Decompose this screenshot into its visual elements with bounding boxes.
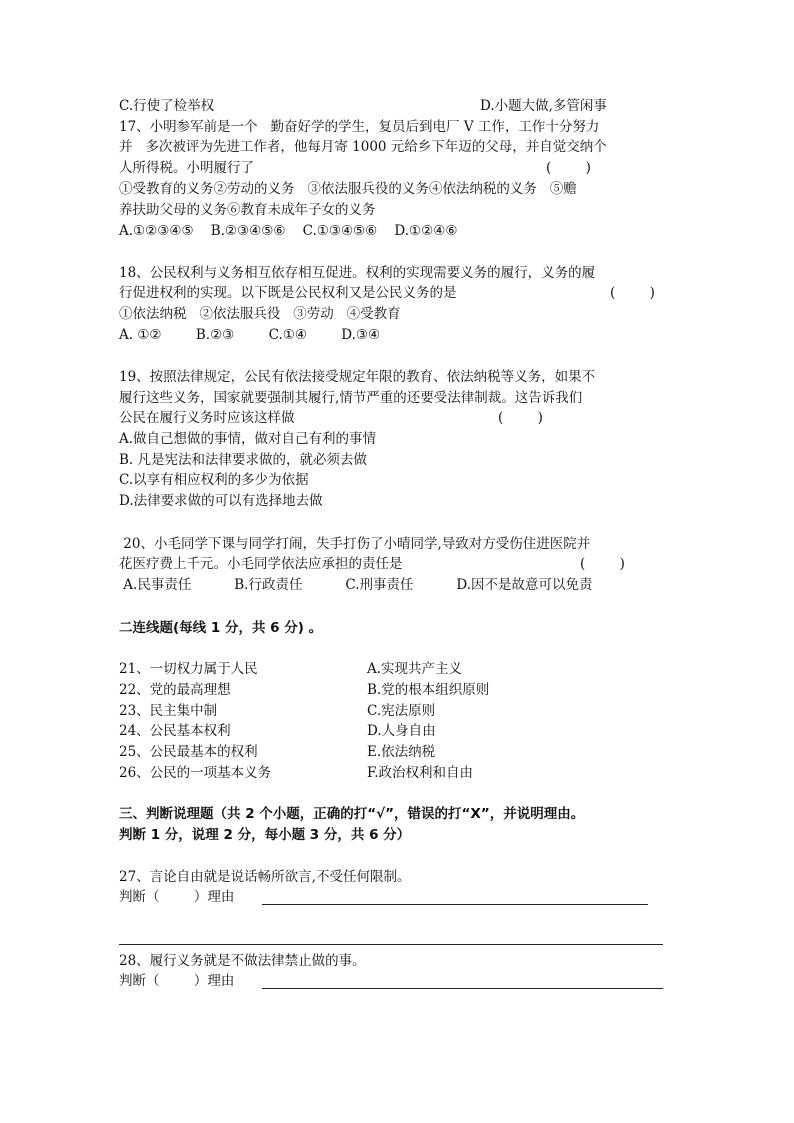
q16-option-c: C.行使了检举权 bbox=[119, 98, 215, 114]
q19-option-b: B. 凡是宪法和法律要求做的，就必须去做 bbox=[119, 452, 368, 468]
match-left-item: 24、公民基本权利 bbox=[119, 723, 231, 739]
q19-option-c: C.以享有相应权利的多少为依据 bbox=[119, 472, 309, 488]
q17-line-4: ①受教育的义务②劳动的义务 ③依法服兵役的义务④依法纳税的义务 ⑤赡 bbox=[119, 181, 577, 197]
q19-line-2: 履行这些义务，国家就要强制其履行,情节严重的还要受法律制裁。这告诉我们 bbox=[119, 390, 583, 406]
match-left-item: 26、公民的一项基本义务 bbox=[119, 765, 272, 781]
q18-line-1: 18、公民权利与义务相互依存相互促进。权利的实现需要义务的履行，义务的履 bbox=[119, 265, 596, 281]
match-left-item: 23、民主集中制 bbox=[119, 703, 218, 719]
match-right-item: C.宪法原则 bbox=[367, 703, 436, 719]
section3-title-line-2: 判断 1 分，说理 2 分，每小题 3 分，共 6 分） bbox=[119, 827, 411, 843]
q20-line-1: 20、小毛同学下课与同学打闹，失手打伤了小晴同学,导致对方受伤住进医院并 bbox=[119, 536, 591, 552]
match-right-item: F.政治权利和自由 bbox=[367, 765, 474, 781]
q17-line-2: 并 多次被评为先进工作者，他每月寄 1000 元给乡下年迈的父母，并自觉交纳个 bbox=[119, 139, 607, 155]
q27-statement: 27、言论自由就是说话畅所欲言,不受任何限制。 bbox=[119, 869, 411, 885]
match-left-item: 25、公民最基本的权利 bbox=[119, 744, 258, 760]
match-right-item: D.人身自由 bbox=[367, 723, 436, 739]
q28-reason-line[interactable] bbox=[262, 988, 663, 989]
q19-answer-paren: ( ) bbox=[498, 410, 543, 426]
q16-option-d: D.小题大做,多管闲事 bbox=[480, 98, 607, 114]
q17-options: A.①②③④⑤ B.②③④⑤⑥ C.①③④⑤⑥ D.①②④⑥ bbox=[119, 223, 458, 239]
match-left-item: 22、党的最高理想 bbox=[119, 682, 231, 698]
match-right-item: B.党的根本组织原则 bbox=[367, 682, 490, 698]
q20-options: A.民事责任 B.行政责任 C.刑事责任 D.因不是故意可以免责 bbox=[119, 577, 593, 593]
q17-line-1: 17、小明参军前是一个 勤奋好学的学生，复员后到电厂 V 工作，工作十分努力 bbox=[119, 119, 600, 135]
q19-option-a: A.做自己想做的事情，做对自己有利的事情 bbox=[119, 431, 377, 447]
q17-line-5: 养扶助父母的义务⑥教育未成年子女的义务 bbox=[119, 202, 376, 218]
q28-statement: 28、履行义务就是不做法律禁止做的事。 bbox=[119, 953, 366, 969]
q18-answer-paren: ( ) bbox=[610, 285, 655, 301]
q19-line-1: 19、按照法律规定，公民有依法接受规定年限的教育、依法纳税等义务，如果不 bbox=[119, 369, 596, 385]
q28-judge-label: 判断（ ）理由 bbox=[119, 973, 235, 989]
match-left-item: 21、一切权力属于人民 bbox=[119, 661, 258, 677]
q27-judge-label: 判断（ ）理由 bbox=[119, 889, 235, 905]
q19-line-3: 公民在履行义务时应该这样做 bbox=[119, 410, 295, 426]
match-right-item: A.实现共产主义 bbox=[367, 661, 463, 677]
q19-option-d: D.法律要求做的可以有选择地去做 bbox=[119, 493, 323, 509]
match-right-item: E.依法纳税 bbox=[367, 744, 436, 760]
q20-answer-paren: ( ) bbox=[580, 556, 625, 572]
section3-title-line-1: 三、判断说理题（共 2 个小题，正确的打“√”，错误的打“X”，并说明理由。 bbox=[119, 806, 585, 822]
q20-line-2: 花医疗费上千元。小毛同学依法应承担的责任是 bbox=[119, 556, 403, 572]
q27-reason-line[interactable] bbox=[262, 904, 648, 905]
q17-line-3: 人所得税。小明履行了 bbox=[119, 160, 254, 176]
q18-line-2: 行促进权利的实现。以下既是公民权利又是公民义务的是 bbox=[119, 285, 457, 301]
q18-line-3: ①依法纳税 ②依法服兵役 ③劳动 ④受教育 bbox=[119, 306, 401, 322]
q27-reason-line-2[interactable] bbox=[119, 944, 663, 945]
section2-title: 二连线题(每线 1 分，共 6 分) 。 bbox=[119, 620, 323, 636]
q18-options: A. ①② B.②③ C.①④ D.③④ bbox=[119, 327, 381, 343]
q17-answer-paren: ( ) bbox=[546, 160, 591, 176]
